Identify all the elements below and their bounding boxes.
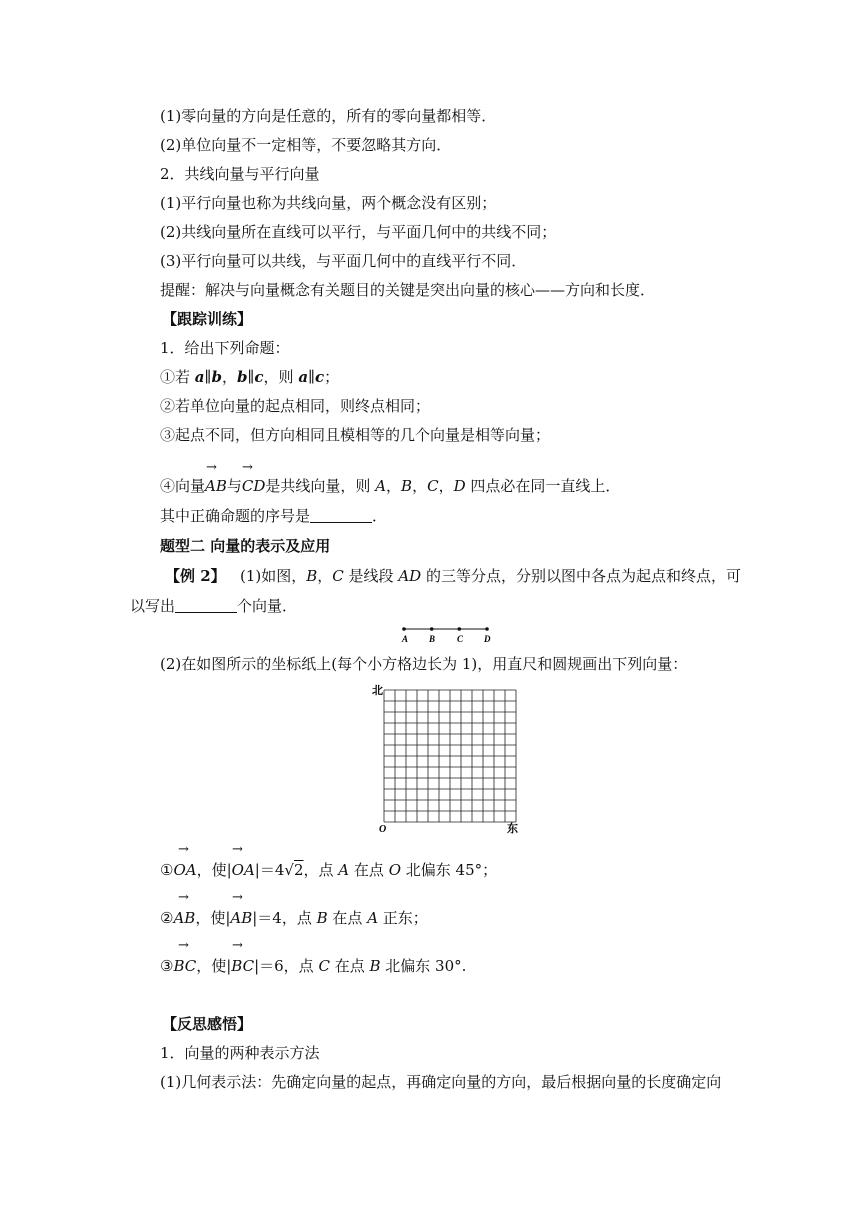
vector-ab: AB: [173, 909, 196, 927]
example-text: 是线段: [343, 567, 399, 585]
item-text: |＝6，点: [254, 957, 319, 975]
point-label: B: [306, 567, 318, 585]
parallel-symbol: ∥: [247, 368, 255, 386]
prop-text: ①若: [160, 368, 195, 386]
text-line: (2)单位向量不一定相等，不要忽略其方向．: [160, 136, 452, 154]
example-label: 【例 2】: [165, 567, 226, 585]
practice-heading: 【跟踪训练】: [162, 310, 253, 328]
north-label: 北: [372, 684, 383, 697]
vector-arrow-icon: →: [242, 460, 253, 475]
prop-text: ，: [221, 368, 237, 386]
vector-arrow-icon: →: [206, 460, 217, 475]
task-item-2: [160, 908, 428, 928]
parallel-symbol: ∥: [204, 368, 212, 386]
vector-bc: BC: [231, 957, 255, 975]
point-label-a: A: [402, 634, 409, 644]
point-label: C: [332, 567, 344, 585]
vector-arrow-icon: →: [232, 890, 243, 905]
example-2-line: [165, 566, 741, 586]
sqrt-radicand: 2: [293, 861, 304, 879]
vector-arrow-icon: →: [178, 842, 189, 857]
item-text: ，点: [303, 861, 339, 879]
vector-arrow-icon: →: [178, 938, 189, 953]
prop-text: ，则: [263, 368, 299, 386]
segment-figure: [396, 624, 496, 648]
vector-arrow-icon: →: [178, 890, 189, 905]
item-number: ③: [160, 957, 174, 975]
item-number: ①: [160, 861, 174, 879]
point-label: B: [316, 909, 328, 927]
item-text: 北偏东 45°；: [401, 861, 498, 879]
text-line: (1)平行向量也称为共线向量，两个概念没有区别；: [160, 194, 497, 212]
proposition-2: ②若单位向量的起点相同，则终点相同；: [160, 397, 431, 415]
text-line: 提醒：解决与向量概念有关题目的关键是突出向量的核心——方向和长度．: [160, 281, 656, 299]
vector-oa: OA: [231, 861, 255, 879]
item-text: 正东；: [378, 909, 428, 927]
item-text: |＝4: [254, 861, 285, 879]
prop-text: ，: [438, 477, 454, 495]
item-text: 北偏东 30°.: [380, 957, 467, 975]
answer-blank[interactable]: [175, 598, 237, 613]
vector-arrow-icon: →: [232, 938, 243, 953]
prop-text: ；: [324, 368, 340, 386]
prop-text: ④向量: [160, 477, 206, 495]
grid-lines: [384, 690, 516, 822]
point-label: A: [375, 477, 387, 495]
segment-label: AD: [398, 567, 422, 585]
vector-oa: OA: [173, 861, 197, 879]
example-text: 以写出: [130, 597, 176, 615]
origin-label: O: [379, 824, 387, 835]
proposition-1: [160, 367, 339, 387]
point-label: B: [401, 477, 413, 495]
vector-ab: AB: [205, 477, 227, 495]
task-item-1: [160, 860, 497, 880]
point-dot: [430, 627, 434, 631]
east-label: 东: [507, 822, 518, 835]
example-2-line: [130, 596, 297, 616]
task-item-3: [160, 956, 466, 976]
example-text: 个向量．: [237, 597, 298, 615]
question-stem: 1．给出下列命题：: [160, 339, 290, 357]
vector-b: b: [211, 368, 222, 386]
point-dot: [485, 627, 489, 631]
item-text: 在点: [349, 861, 389, 879]
prop-text: 四点必在同一直线上．: [465, 477, 621, 495]
vector-a: a: [298, 368, 309, 386]
coordinate-grid: [370, 682, 530, 842]
point-dot: [458, 627, 462, 631]
example-text: 的三等分点，分别以图中各点为起点和终点，可: [421, 567, 741, 585]
text-line: (1)几何表示法：先确定向量的起点，再确定向量的方向，最后根据向量的长度确定向: [160, 1073, 722, 1091]
vector-a: a: [194, 368, 205, 386]
item-text: ，使|: [196, 957, 232, 975]
vector-c: c: [254, 368, 264, 386]
example-text: (1)如图，: [239, 567, 307, 585]
text-line: (2)共线向量所在直线可以平行，与平面几何中的共线不同；: [160, 223, 557, 241]
text-line: 1．向量的两种表示方法: [160, 1044, 320, 1062]
point-label: A: [338, 861, 350, 879]
prop-text: ，: [412, 477, 428, 495]
proposition-4: [160, 476, 620, 496]
point-label: D: [453, 477, 466, 495]
vector-b: b: [236, 368, 248, 386]
parallel-symbol: ∥: [308, 368, 315, 386]
answer-blank[interactable]: [310, 508, 372, 523]
text-line: (3)平行向量可以共线，与平面几何中的直线平行不同．: [160, 252, 527, 270]
item-text: ，使|: [196, 861, 232, 879]
point-dot: [402, 627, 406, 631]
point-label-c: C: [457, 634, 464, 644]
answer-prompt: [160, 506, 387, 526]
sqrt-symbol: √2: [284, 861, 304, 879]
point-label: B: [369, 957, 381, 975]
prop-text: 是共线向量，则: [265, 477, 376, 495]
text-line: (1)零向量的方向是任意的，所有的零向量都相等．: [160, 107, 497, 125]
prop-text: 与: [226, 477, 242, 495]
prop-text: ，: [386, 477, 402, 495]
vector-ab: AB: [230, 909, 253, 927]
point-label-d: D: [484, 634, 491, 644]
vector-bc: BC: [173, 957, 197, 975]
point-label: A: [367, 909, 379, 927]
section-heading: 2．共线向量与平行向量: [160, 165, 320, 183]
point-label-b: B: [429, 634, 436, 644]
example-text: ，: [317, 567, 333, 585]
example-2-part2: (2)在如图所示的坐标纸上(每个小方格边长为 1)，用直尺和圆规画出下列向量：: [160, 655, 688, 673]
proposition-3: ③起点不同，但方向相同且模相等的几个向量是相等向量；: [160, 426, 551, 444]
item-text: 在点: [329, 957, 370, 975]
vector-cd: CD: [241, 477, 266, 495]
prompt-text: ．: [372, 507, 388, 525]
section-heading-type2: 题型二 向量的表示及应用: [160, 537, 331, 555]
point-label: O: [388, 861, 401, 879]
point-label: C: [427, 477, 439, 495]
item-text: |＝4，点: [252, 909, 317, 927]
reflection-heading: 【反思感悟】: [162, 1015, 253, 1033]
point-label: C: [318, 957, 330, 975]
item-number: ②: [160, 909, 174, 927]
item-text: ，使|: [195, 909, 231, 927]
item-text: 在点: [327, 909, 368, 927]
vector-arrow-icon: →: [232, 842, 243, 857]
prompt-text: 其中正确命题的序号是: [160, 507, 311, 525]
vector-c: c: [315, 368, 325, 386]
